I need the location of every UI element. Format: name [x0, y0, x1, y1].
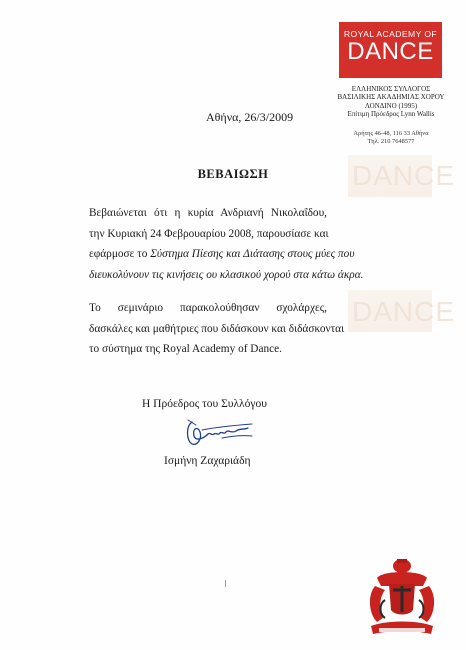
watermark-text: DANCE: [352, 296, 456, 327]
association-line: ΕΛΛΗΝΙΚΟΣ ΣΥΛΛΟΓΟΣ: [351, 85, 431, 93]
rad-logo: [339, 22, 442, 78]
association-info: [336, 85, 446, 119]
signature-image: [182, 416, 256, 448]
association-line: Επίτιμη Πρόεδρος Lynn Wallis: [347, 110, 435, 119]
letter-date: Αθήνα, 26/3/2009: [206, 110, 294, 124]
address-line: Τηλ. 210 7648577: [367, 138, 415, 145]
text-line: Βεβαιώνεται ότι η κυρία Ανδριανή Νικολαΐδου,: [89, 207, 327, 219]
logo-line2: DANCE: [347, 38, 434, 65]
text-italic: Σύστημα Πίεσης και Διάτασης στους μύες που: [150, 248, 355, 260]
address-block: [336, 130, 446, 146]
paragraph-certification: [89, 203, 364, 285]
text-line: [89, 244, 355, 265]
president-label: Η Πρόεδρος του Συλλόγου: [142, 398, 267, 410]
paragraph-seminar: [89, 298, 345, 360]
text-line: διευκολύνουν τις κινήσεις ου κλασικού χορού στα κάτω άκρα.: [89, 268, 364, 281]
letter-title: ΒΕΒΑΙΩΣΗ: [197, 167, 269, 181]
text-line: την Κυριακή 24 Φεβρουαρίου 2008, παρουσίασε και: [89, 227, 329, 240]
crest-emblem-icon: [363, 556, 441, 638]
association-line: ΛΟΝΔΙΝΟ (1995): [364, 101, 418, 110]
address-line: Αρήτης 46-48, 116 33 Αθήνα: [353, 130, 429, 137]
text-line: δασκάλες και μαθήτριες που διδάσκουν και διδάσκονται: [89, 322, 345, 335]
association-line: ΒΑΣΙΛΙΚΗΣ ΑΚΑΔΗΜΙΑΣ ΧΟΡΟΥ: [337, 93, 445, 102]
logo-line1: ROYAL ACADEMY OF: [343, 29, 438, 39]
text-plain: εφάρμοσε το: [89, 248, 151, 260]
fold-mark: [225, 580, 226, 587]
text-line: το σύστημα της Royal Academy of Dance.: [89, 343, 282, 355]
signatory-name: Ισμήνη Ζαχαριάδη: [164, 455, 251, 467]
watermark-text: DANCE: [352, 160, 456, 191]
text-line: Το σεμινάριο παρακολούθησαν σχολάρχες,: [89, 302, 327, 314]
